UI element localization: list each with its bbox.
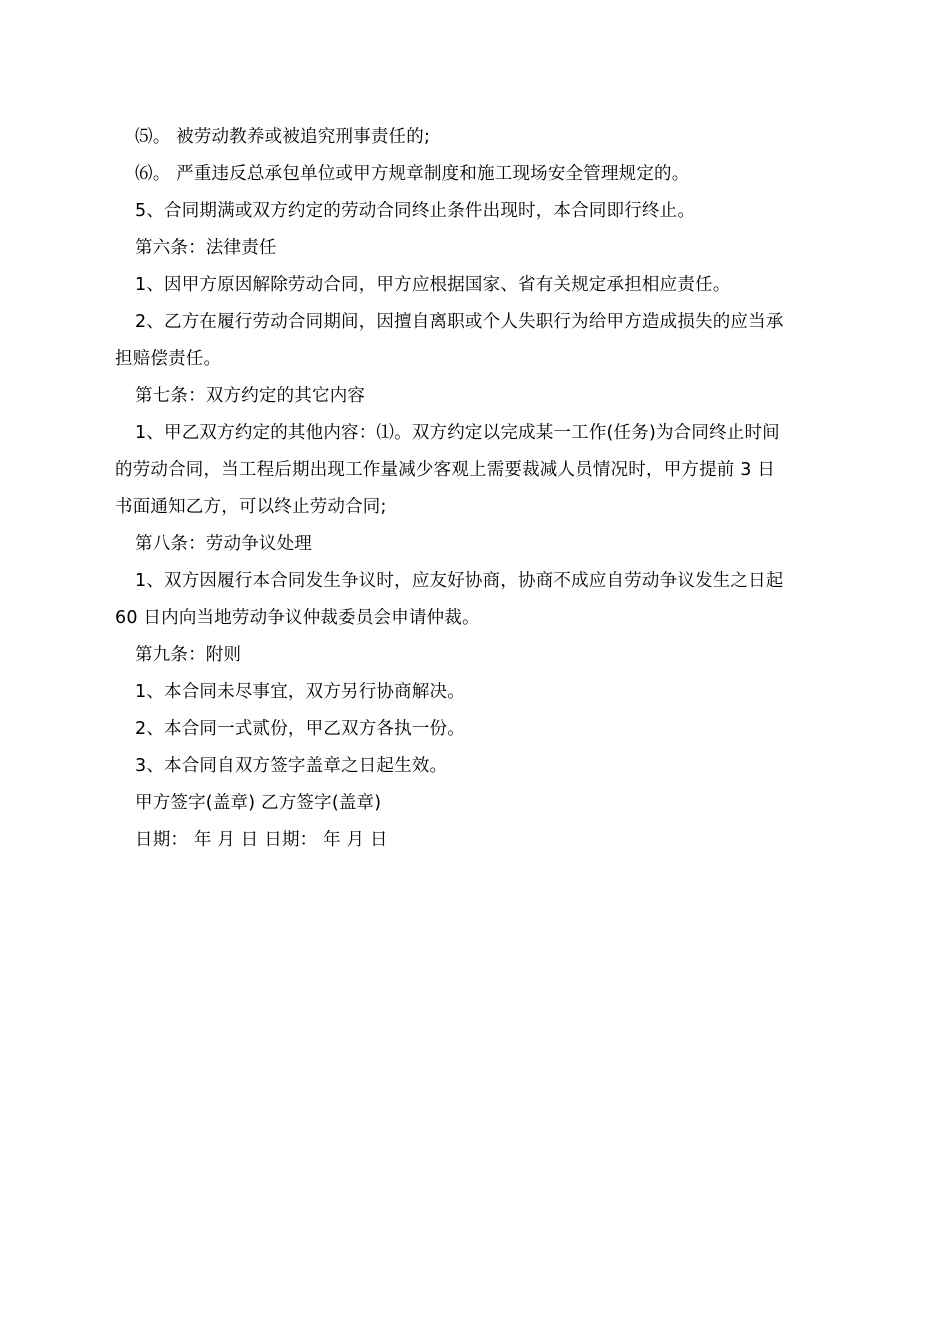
supplementary-clause-3: 3、本合同自双方签字盖章之日起生效。 — [135, 756, 448, 776]
other-terms-clause-1: 1、甲乙双方约定的其他内容：⑴。双方约定以完成某一工作(任务)为合同终止时间 — [135, 423, 780, 443]
supplementary-clause-2: 2、本合同一式贰份，甲乙双方各执一份。 — [135, 719, 465, 739]
clause-item-6: ⑹。 严重违反总承包单位或甲方规章制度和施工现场安全管理规定的。 — [135, 164, 690, 184]
clause-contract-expiry: 5、合同期满或双方约定的劳动合同终止条件出现时，本合同即行终止。 — [135, 201, 696, 221]
liability-clause-2: 2、乙方在履行劳动合同期间，因擅自离职或个人失职行为给甲方造成损失的应当承 — [135, 312, 784, 332]
liability-clause-1: 1、因甲方原因解除劳动合同，甲方应根据国家、省有关规定承担相应责任。 — [135, 275, 731, 295]
supplementary-clause-1: 1、本合同未尽事宜，双方另行协商解决。 — [135, 682, 465, 702]
date-line: 日期： 年 月 日 日期： 年 月 日 — [135, 830, 388, 850]
document-body — [115, 119, 840, 859]
dispute-clause-1-cont: 60 日内向当地劳动争议仲裁委员会申请仲裁。 — [115, 608, 480, 628]
other-terms-clause-1-cont2: 书面通知乙方，可以终止劳动合同; — [115, 497, 387, 517]
section-heading-6: 第六条：法律责任 — [135, 238, 277, 258]
section-heading-9: 第九条：附则 — [135, 645, 242, 665]
section-heading-7: 第七条：双方约定的其它内容 — [135, 386, 366, 406]
signature-line: 甲方签字(盖章) 乙方签字(盖章) — [135, 793, 382, 813]
section-heading-8: 第八条：劳动争议处理 — [135, 534, 312, 554]
clause-item-5: ⑸。 被劳动教养或被追究刑事责任的; — [135, 127, 431, 147]
other-terms-clause-1-cont: 的劳动合同，当工程后期出现工作量减少客观上需要裁减人员情况时，甲方提前 3 日 — [115, 460, 776, 480]
liability-clause-2-cont: 担赔偿责任。 — [115, 349, 222, 369]
dispute-clause-1: 1、双方因履行本合同发生争议时，应友好协商，协商不成应自劳动争议发生之日起 — [135, 571, 784, 591]
